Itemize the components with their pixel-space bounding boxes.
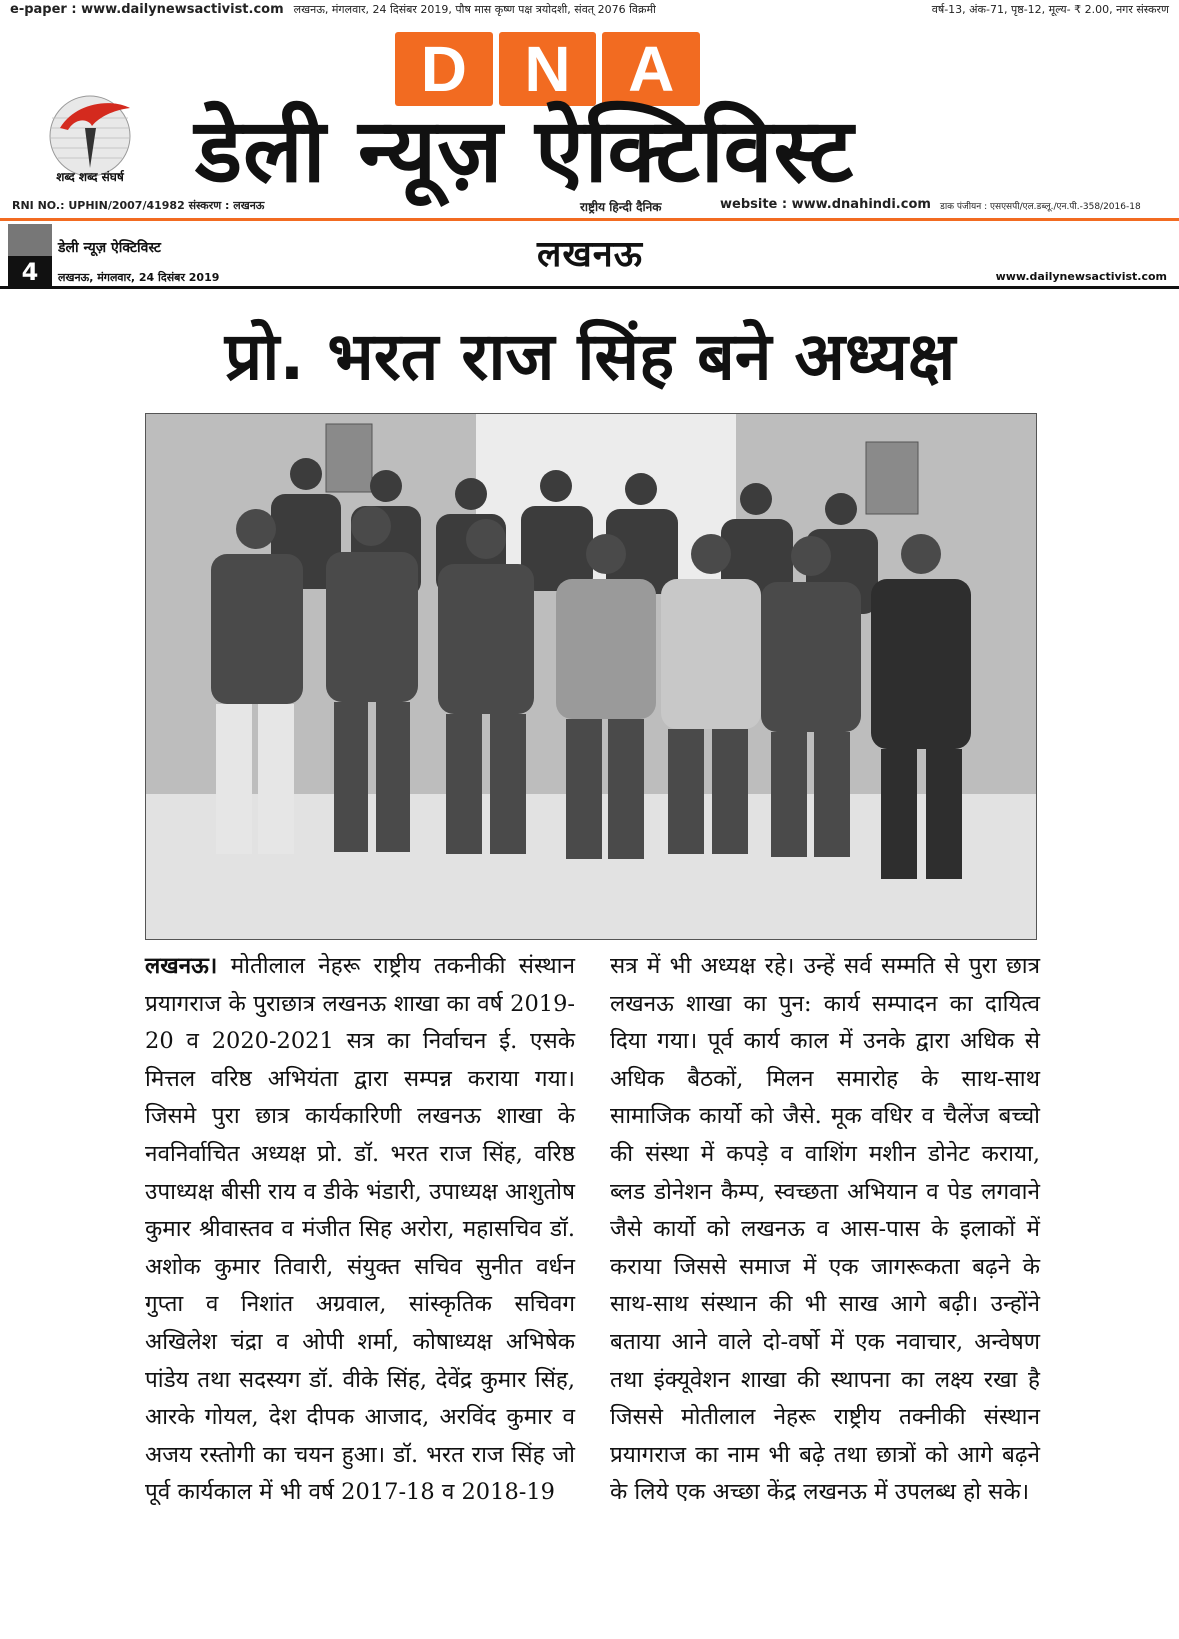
group-photo	[145, 413, 1037, 940]
tagline: राष्ट्रीय हिन्दी दैनिक	[580, 200, 662, 214]
issue-info: वर्ष-13, अंक-71, पृष्ठ-12, मूल्य- ₹ 2.00, नगर संस्करण	[931, 2, 1169, 16]
article-text-col1: मोतीलाल नेहरू राष्ट्रीय तकनीकी संस्थान प्रयागराज के पुराछात्र लखनऊ शाखा का वर्ष 2019-20 व 2020-2021 सत्र का निर्वाचन ई. एसके मित्तल वरिष्ठ अभियंता द्वारा सम्पन्न कराया गया। जिसमे पुरा छात्र कार्यकारिणी लखनऊ शाखा के नवनिर्वाचित अध्यक्ष प्रो. डॉ. भरत राज सिंह, वरिष्ठ उपाध्यक्ष बीसी राय व डीके भंडारी, उपाध्यक्ष आशुतोष कुमार श्रीवास्तव व मंजीत सिह अरोरा, महासचिव डॉ. अशोक कुमार तिवारी, संयुक्त सचिव सुनीत वर्धन गुप्ता व निशांत अग्रवाल, सांस्कृतिक सचिवग अखिलेश चंद्रा व ओपी शर्मा, कोषाध्यक्ष अभिषेक पांडेय तथा सदस्यग डॉ. वीके सिंह, देवेंद्र कुमार सिंह, आरके गोयल, देश दीपक आजाद, अरविंद कुमार व अजय रस्तोगी का चयन हुआ। डॉ. भरत राज सिंह जो पूर्व कार्यकाल में भी वर्ष 2017-18 व 2018-19	[145, 953, 575, 1506]
article-headline: प्रो. भरत राज सिंह बने अध्यक्ष	[224, 318, 956, 395]
article-text-col2: सत्र में भी अध्यक्ष रहे। उन्हें सर्व सम्मति से पुरा छात्र लखनऊ शाखा का पुन: कार्य सम्पादन का दायित्व दिया गया। पूर्व कार्य काल में उनके द्वारा अधिक से अधिक बैठकों, मिलन समारोह के साथ-साथ सामाजिक कार्यो को जैसे. मूक वधिर व चैलेंज बच्चो की संस्था में कपड़े व वाशिंग मशीन डोनेट कराया, ब्लड डोनेशन कैम्प, स्वच्छता अभियान व पेड लगवाने जैसे कार्यो को लखनऊ व आस-पास के इलाकों में कराया जिससे समाज में एक जागरूकता बढ़ने के साथ-साथ संस्थान की भी साख आगे बढ़ी। उन्होंने बताया आने वाले दो-वर्षो में एक नवाचार, अन्वेषण तथा इंक्यूवेशन शाखा की स्थापना का लक्ष्य रखा है जिससे मोतीलाल नेहरू राष्ट्रीय तक्नीकी संस्थान प्रयागराज का नाम भी बढ़े तथा छात्रों को आगे बढ़ने के लिये एक अच्छा केंद्र लखनऊ में उपलब्ध हो सके।	[610, 953, 1040, 1506]
edition-info: लखनऊ, मंगलवार, 24 दिसंबर 2019, पौष मास कृष्ण पक्ष त्रयोदशी, संवत् 2076 विक्रमी	[293, 2, 656, 16]
page-url[interactable]: www.dailynewsactivist.com	[995, 270, 1167, 283]
page-paper-name: डेली न्यूज़ ऐक्टिविस्ट	[58, 240, 161, 256]
masthead	[0, 18, 1179, 208]
article-column-1	[145, 948, 575, 1628]
epaper-url[interactable]: e-paper : www.dailynewsactivist.com	[10, 1, 284, 17]
black-divider	[0, 286, 1179, 289]
page-header	[0, 224, 1179, 284]
rni-number: RNI NO.: UPHIN/2007/41982 संस्करण : लखनऊ	[12, 199, 265, 212]
page-tab-decoration	[8, 224, 52, 256]
dna-letter-n: N	[499, 32, 597, 106]
motto: शब्द शब्द संघर्ष	[56, 170, 124, 184]
article-column-2	[610, 948, 1040, 1628]
info-bar	[0, 196, 1179, 216]
paper-name: डेली न्यूज़ ऐक्टिविस्ट	[195, 99, 855, 202]
city-section-title: लखनऊ	[536, 234, 644, 275]
dna-logo	[395, 32, 700, 106]
website-link[interactable]: website : www.dnahindi.com	[720, 197, 931, 212]
dna-letter-d: D	[395, 32, 493, 106]
postal-registration: डाक पंजीयन : एसएसपी/एल.डब्लू./एन.पी.-358/2016-18	[940, 202, 1141, 212]
orange-divider	[0, 218, 1179, 221]
article-dateline: लखनऊ।	[145, 953, 218, 979]
top-info-strip	[0, 0, 1179, 18]
page-date: लखनऊ, मंगलवार, 24 दिसंबर 2019	[58, 271, 220, 284]
dna-letter-a: A	[602, 32, 700, 106]
page-number: 4	[8, 256, 52, 288]
